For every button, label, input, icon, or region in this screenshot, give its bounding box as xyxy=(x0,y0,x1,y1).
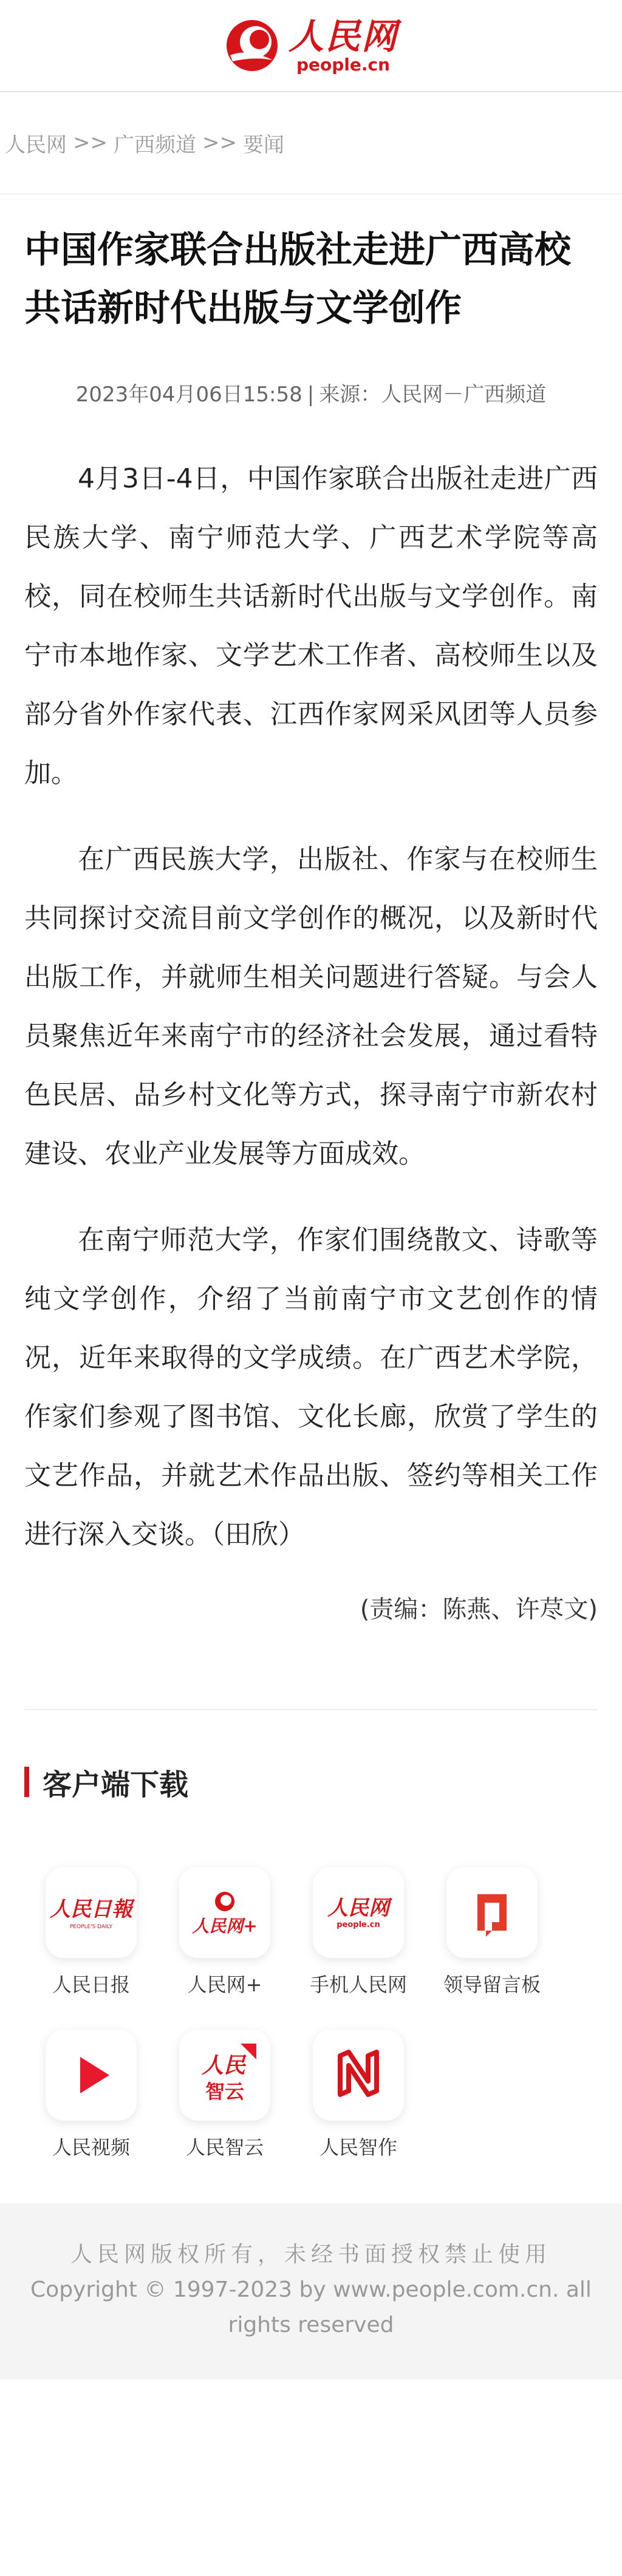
svg-text:人民日報: 人民日報 xyxy=(50,1897,132,1922)
svg-text:人民: 人民 xyxy=(201,2053,246,2078)
app-name: 人民网+ xyxy=(187,1973,262,1996)
article-datetime: 2023年04月06日15:58 xyxy=(75,382,302,407)
app-people-cloud[interactable] xyxy=(158,2030,292,2161)
section-divider xyxy=(24,1709,598,1710)
app-people-create[interactable] xyxy=(292,2030,425,2161)
download-title-text: 客户端下载 xyxy=(43,1767,189,1802)
svg-text:智云: 智云 xyxy=(205,2080,245,2103)
meta-separator: | xyxy=(307,382,315,407)
article-title: 中国作家联合出版社走进广西高校 共话新时代出版与文学创作 xyxy=(24,229,571,330)
message-board-icon xyxy=(446,1867,538,1958)
logo-cn-text: 人民网 xyxy=(288,16,398,57)
title-accent-bar xyxy=(24,1767,29,1797)
svg-text:人民网: 人民网 xyxy=(327,1896,389,1920)
app-message-board[interactable] xyxy=(425,1867,559,1998)
breadcrumb-separator: >> xyxy=(202,131,237,155)
breadcrumb xyxy=(0,92,622,194)
mobile-people-icon xyxy=(313,1867,404,1958)
people-cloud-icon xyxy=(179,2030,270,2121)
app-name: 手机人民网 xyxy=(309,1973,407,1996)
article-paragraph: 4月3日-4日，中国作家联合出版社走进广西民族大学、南宁师范大学、广西艺术学院等高校，同在校师生共话新时代出版与文学创作。南宁市本地作家、文学艺术工作者、高校师生以及部分省外作家代表、江西作家网采风团等人员参加。 xyxy=(24,463,598,789)
app-name: 人民智作 xyxy=(319,2136,397,2159)
article-content xyxy=(0,221,622,2161)
copyright-line: Copyright © 1997-2023 by www.people.com.cn. all rights reserved xyxy=(30,2277,592,2337)
article-meta xyxy=(24,380,598,409)
app-people-plus[interactable] xyxy=(158,1867,292,1998)
site-footer xyxy=(0,2203,622,2379)
site-logo[interactable] xyxy=(224,17,398,74)
download-section-title xyxy=(24,1764,598,1800)
app-people-video[interactable] xyxy=(24,2030,158,2161)
app-people-daily[interactable] xyxy=(24,1867,158,1998)
site-header xyxy=(0,0,622,92)
copyright-notice: 人民网版权所有，未经书面授权禁止使用 xyxy=(70,2242,552,2267)
app-name: 人民日报 xyxy=(52,1973,130,1996)
app-mobile-people[interactable] xyxy=(292,1867,425,1998)
article-editor: (责编：陈燕、许荩文) xyxy=(360,1596,598,1623)
article-paragraph: 在南宁师范大学，作家们围绕散文、诗歌等纯文学创作，介绍了当前南宁市文艺创作的情况，近年来取得的文学成绩。在广西艺术学院，作家们参观了图书馆、文化长廊，欣赏了学生的文艺作品，并就艺术作品出版、签约等相关工作进行深入交谈。（田欣） xyxy=(24,1225,598,1550)
people-create-icon xyxy=(313,2030,404,2121)
article-source: 来源：人民网－广西频道 xyxy=(319,382,547,407)
svg-text:人民网+: 人民网+ xyxy=(192,1916,258,1936)
app-name: 领导留言板 xyxy=(443,1973,541,1996)
breadcrumb-news[interactable]: 要闻 xyxy=(242,132,284,157)
app-name: 人民视频 xyxy=(52,2136,130,2159)
people-plus-icon xyxy=(179,1867,270,1958)
people-daily-icon xyxy=(46,1867,137,1958)
svg-text:people.cn: people.cn xyxy=(337,1920,380,1929)
app-name: 人民智云 xyxy=(185,2136,264,2159)
app-download-grid xyxy=(24,1867,598,2161)
people-video-icon xyxy=(46,2030,137,2121)
breadcrumb-separator: >> xyxy=(73,131,108,155)
breadcrumb-channel[interactable]: 广西频道 xyxy=(113,132,196,157)
breadcrumb-home[interactable]: 人民网 xyxy=(5,132,67,157)
svg-text:PEOPLE'S DAILY: PEOPLE'S DAILY xyxy=(69,1924,113,1930)
article-paragraph: 在广西民族大学，出版社、作家与在校师生共同探讨交流目前文学创作的概况，以及新时代出版工作，并就师生相关问题进行答疑。与会人员聚焦近年来南宁市的经济社会发展，通过看特色民居、品乡村文化等方式，探寻南宁市新农村建设、农业产业发展等方面成效。 xyxy=(24,844,598,1169)
people-logo-icon xyxy=(224,18,280,73)
article-body xyxy=(24,449,598,1564)
logo-en-text: people.cn xyxy=(296,55,391,75)
